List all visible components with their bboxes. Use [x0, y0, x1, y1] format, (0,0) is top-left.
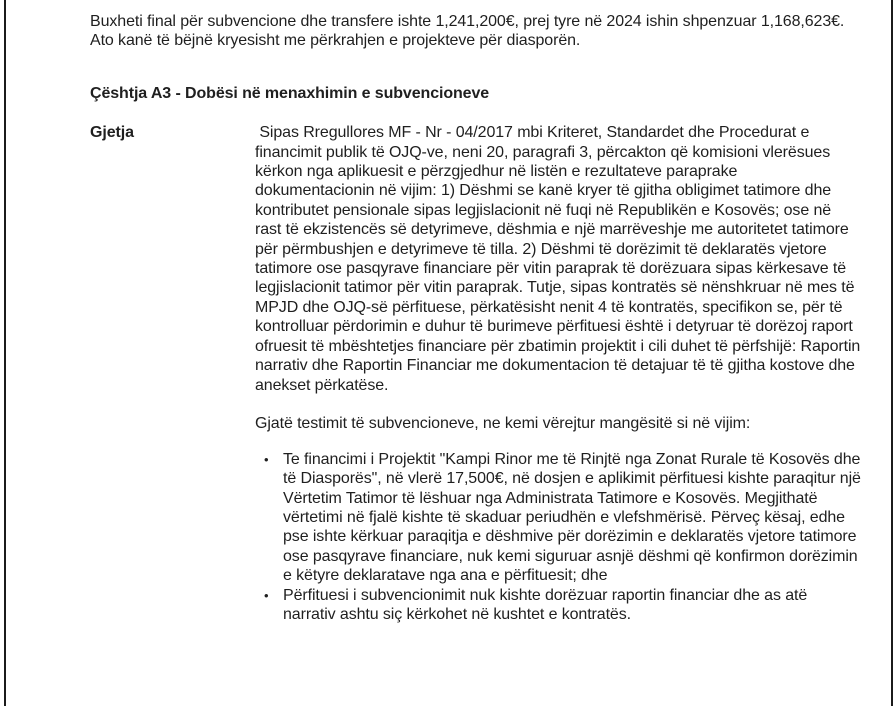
finding-body [255, 123, 865, 624]
intro-paragraph: Buxheti final për subvencione dhe transfere ishte 1,241,200€, prej tyre në 2024 ishin shpenzuar 1,168,623€. Ato kanë të bëjnë kryesisht me përkrahjen e projekteve për diasporën. [90, 13, 845, 50]
finding-row [90, 123, 865, 624]
finding-paragraph-testing-intro: Gjatë testimit të subvencioneve, ne kemi vërejtur mangësitë si në vijim: [255, 415, 751, 433]
finding-bullet-item: • Përfituesi i subvencionimit nuk kishte dorëzuar raportin financiar dhe as atë narrativ ashtu siç kërkohet në kushtet e kontratës. [255, 586, 861, 625]
finding-label: Gjetja [90, 124, 134, 142]
page-content [90, 12, 865, 624]
page-border-left [4, 0, 6, 706]
page-border-right [891, 0, 893, 706]
finding-paragraph-regulation: Sipas Rregullores MF - Nr - 04/2017 mbi Kriteret, Standardet dhe Procedurat e financimit publik të OJQ-ve, neni 20, paragrafi 3, përcakton që komisioni vlerësues kërkon nga aplikuesit e përzgjedhur në listën e rezultateve paraprake dokumentacionin në vijim: 1) Dëshmi se kanë kryer të gjitha obligimet tatimore dhe kontributet pensionale sipas legjislacionit në fuqi në Republikën e Kosovës; ose në rast të ekzistencës së detyrimeve, dëshmia e një marrëveshje me autoritetet tatimore për përmbushjen e detyrimeve të tilla. 2) Dëshmi të dorëzimit të deklaratës vjetore tatimore ose pasqyrave financiare për vitin paraprak të dorëzuara sipas kërkesave të legjislacionit tatimor për vitin paraprak. Tutje, sipas kontratës së nënshkruar në mes të MPJD dhe OJQ-së përfituese, përkatësisht nenit 4 të kontratës, specifikon se, për të kontrolluar përdorimin e duhur të burimeve përfituesi është i detyruar të dorëzoj raport ofruesit të mbështetjes financiare për zbatimin projektit i cili duhet të përfshijë: Raportin narrativ dhe Raportin Financiar me dokumentacion të detajuar të të gjitha kostove dhe anekset përkatëse. [255, 124, 865, 394]
finding-bullet-item: • Te financimi i Projektit "Kampi Rinor me të Rinjtë nga Zonat Rurale të Kosovës dhe të Diasporës", në vlerë 17,500€, në dosjen e aplikimit përfituesi kishte paraqitur një Vërtetim Tatimor të lëshuar nga Administrata Tatimore e Kosovës. Megjithatë vërtetimi në fjalë kishte të skaduar periudhën e vlefshmërisë. Përveç kësaj, edhe pse ishte kërkuar paraqitja e dëshmive për dorëzimin e deklaratës vjetore tatimore ose pasqyrave financiare, nuk kemi siguruar asnjë dëshmi që konfirmon dorëzimin e këtyre deklaratave nga ana e përfituesit; dhe [255, 450, 861, 586]
finding-bullet-list [255, 450, 861, 625]
section-heading: Çështja A3 - Dobësi në menaxhimin e subvencioneve [90, 84, 490, 102]
